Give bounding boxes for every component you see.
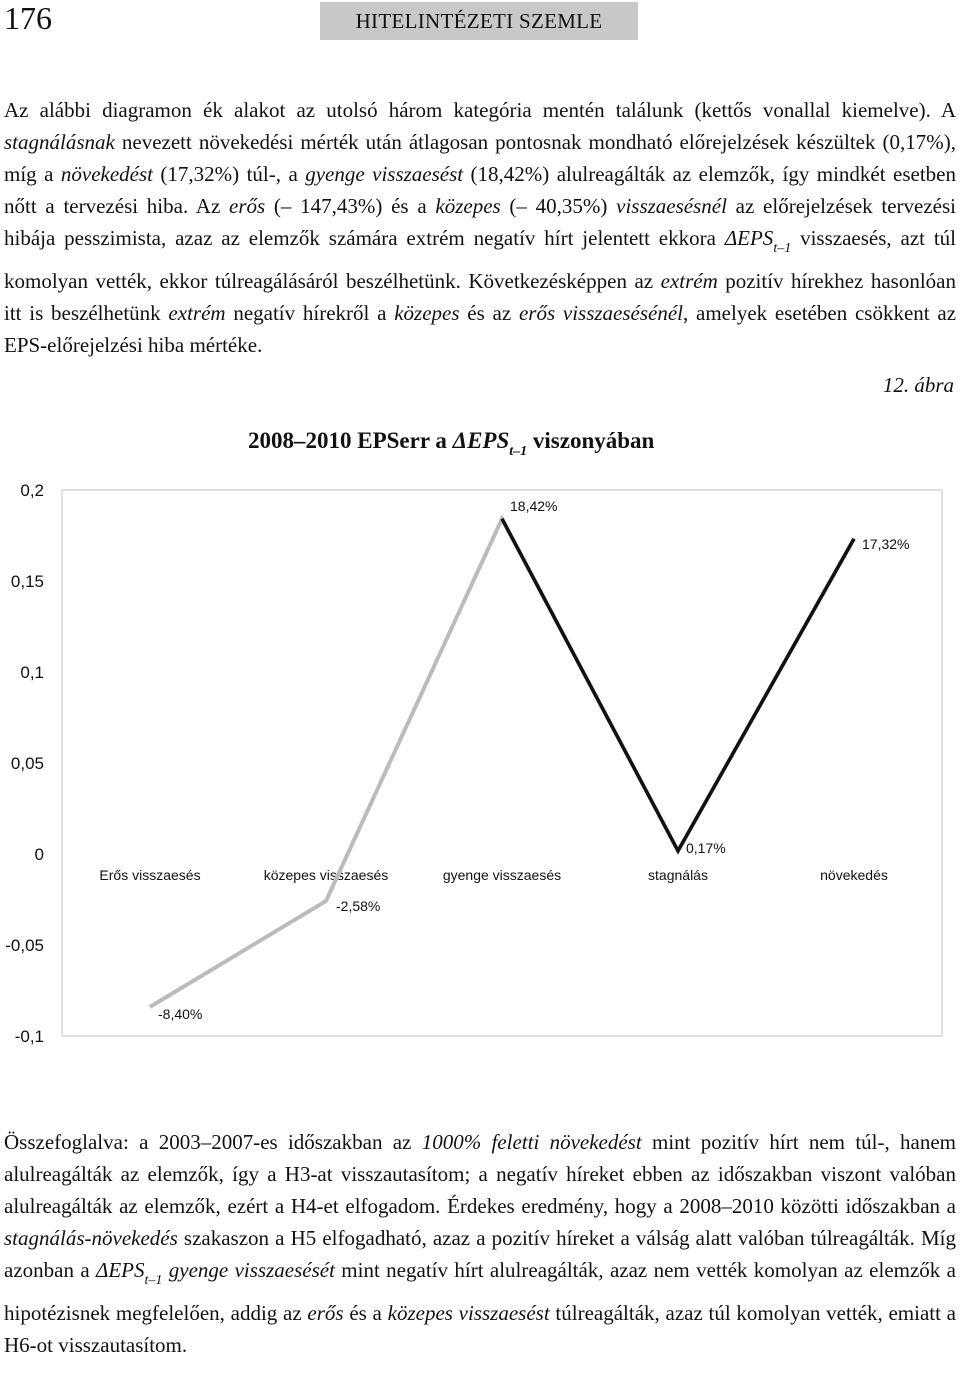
data-label: 18,42% <box>510 497 558 514</box>
paragraph-summary: Összefoglalva: a 2003–2007-es időszakban az 1000% feletti növekedést mint pozitív hírt nem túl-, hanem alulreagálták az elemzők, így a H3-at visszautasítom; a negatív híreket ebben az időszakban viszont valóban alulreagálták az elemzők, ezért a H4-et elfogadom. Érdekes eredmény, hogy a 2008–2010 közötti időszakban a stagnálás-növekedés szakaszon a H5 elfogadható, azaz a pozitív híreket a válság alatt valóban túlreagálták. Míg azonban a $\Delta EPS_{t-1}$ gyenge visszaesését mint negatív hírt alulreagálták, azaz nem vették komolyan az elemzők a hipotézisnek megfelelően, addig az erős és a közepes visszaesést túlreagálták, azaz túl komolyan vették, emiatt a H6-ot visszautasítom. <box>4 1130 956 1357</box>
y-tick-label: 0,15 <box>10 572 44 591</box>
page-number: 176 <box>4 0 52 36</box>
data-label: 0,17% <box>686 839 726 856</box>
y-tick-label: 0 <box>34 845 44 864</box>
x-category-label: stagnálás <box>648 867 708 883</box>
y-tick-label: 0,05 <box>10 754 44 773</box>
y-tick-label: 0,1 <box>20 663 44 682</box>
x-category-label: gyenge visszaesés <box>442 867 562 883</box>
data-label: -2,58% <box>336 897 381 914</box>
paragraph-intro: Az alábbi diagramon ék alakot az utolsó három kategória mentén találunk (kettős vonallal kiemelve). A stagnálásnak nevezett növekedési mérték után átlagosan pontosnak mondható előrejelzések készültek (0,17%), míg a növekedést (17,32%) túl-, a gyenge visszaesést (18,42%) alulreagálták az elemzők, így mindkét esetben nőtt a tervezési hiba. Az erős (– 147,43%) és a közepes (– 40,35%) visszaesésnél az előrejelzések tervezési hibája pesszimista, azaz az elemzők számára extrém negatív hírt jelentett ekkora $\Delta EPS_{t-1}$ visszaesés, azt túl komolyan vették, ekkor túlreagálásáról beszélhetünk. Következésképpen az extrém pozitív hírekhez hasonlóan itt is beszélhetünk extrém negatív hírekről a közepes és az erős visszaesésénél, amelyek esetében csökkent az EPS-előrejelzési hiba mértéke. <box>4 98 957 357</box>
data-label: -8,40% <box>158 1005 203 1022</box>
x-category-label: közepes visszaesés <box>263 867 389 883</box>
y-tick-label: -0,1 <box>14 1027 44 1046</box>
data-label: 17,32% <box>862 535 910 552</box>
plot-area-frame <box>62 490 942 1036</box>
x-category-label: növekedés <box>820 867 888 883</box>
journal-header: HITELINTÉZETI SZEMLE <box>320 2 638 40</box>
y-tick-label: 0,2 <box>20 481 44 500</box>
y-tick-label: -0,05 <box>5 936 44 955</box>
figure-label: 12. ábra <box>882 373 954 397</box>
line-chart <box>0 470 960 1090</box>
x-category-label: Erős visszaesés <box>99 867 201 883</box>
chart-title: 2008–2010 EPSerr a $\Delta EPS_{t-1}$ viszonyában <box>248 428 655 459</box>
